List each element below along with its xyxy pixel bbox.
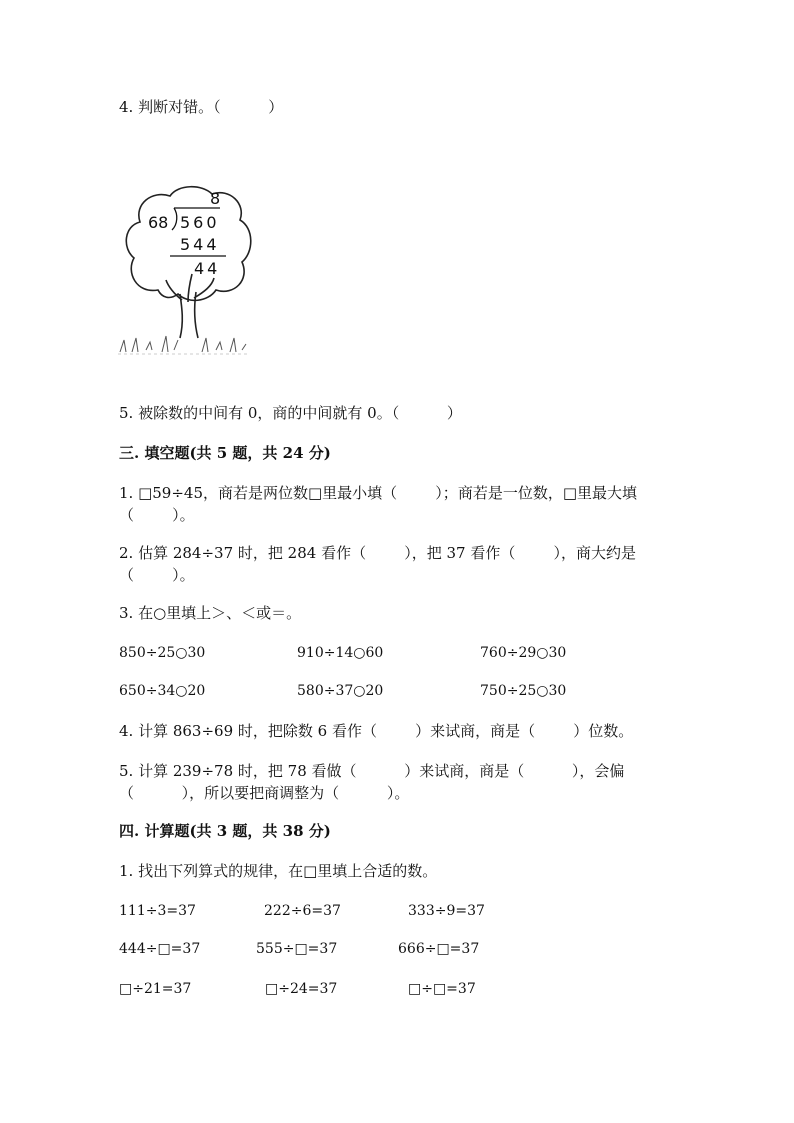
equation: □÷24=37 xyxy=(265,981,338,997)
fill-q1-line1: 1. □59÷45，商若是两位数□里最小填（ ）；商若是一位数，□里最大填 xyxy=(119,484,637,502)
question-4-judge: 4. 判断对错。（ ） xyxy=(119,98,284,116)
section-3-title: 三. 填空题(共 5 题，共 24 分) xyxy=(119,444,331,462)
calc-row1 xyxy=(119,900,679,922)
equation: □÷□=37 xyxy=(408,981,476,997)
division-quotient: 8 xyxy=(210,189,221,208)
compare-item: 850÷25○30 xyxy=(119,645,206,661)
equation: 555÷□=37 xyxy=(256,941,338,957)
calc-row2 xyxy=(119,938,679,960)
fill-q4: 4. 计算 863÷69 时，把除数 6 看作（ ）来试商，商是（ ）位数。 xyxy=(119,722,634,740)
equation: 222÷6=37 xyxy=(264,903,341,919)
compare-item: 910÷14○60 xyxy=(297,645,384,661)
equation: 666÷□=37 xyxy=(398,941,480,957)
grass xyxy=(120,336,246,352)
tree-trunk xyxy=(166,274,214,338)
compare-item: 750÷25○30 xyxy=(480,683,567,699)
fill-q5-line1: 5. 计算 239÷78 时，把 78 看做（ ）来试商，商是（ ），会偏 xyxy=(119,762,625,780)
division-product: 544 xyxy=(180,235,220,254)
compare-item: 580÷37○20 xyxy=(297,683,384,699)
division-bracket-side xyxy=(172,208,177,230)
calc-q1: 1. 找出下列算式的规律，在□里填上合适的数。 xyxy=(119,862,438,880)
compare-item: 650÷34○20 xyxy=(119,683,206,699)
fill-q3-row1 xyxy=(119,642,679,664)
division-divisor: 68 xyxy=(148,213,169,232)
fill-q3-row2 xyxy=(119,680,679,702)
division-dividend: 560 xyxy=(180,213,220,232)
section-4-title: 四. 计算题(共 3 题，共 38 分) xyxy=(119,822,331,840)
question-5-judge: 5. 被除数的中间有 0，商的中间就有 0。（ ） xyxy=(119,404,462,422)
fill-q1-line2: （ ）。 xyxy=(119,506,195,524)
equation: □÷21=37 xyxy=(119,981,192,997)
equation: 333÷9=37 xyxy=(408,903,485,919)
division-remainder: 44 xyxy=(194,259,221,278)
equation: 111÷3=37 xyxy=(119,903,196,919)
fill-q2-line2: （ ）。 xyxy=(119,566,195,584)
equation: 444÷□=37 xyxy=(119,941,201,957)
compare-item: 760÷29○30 xyxy=(480,645,567,661)
fill-q5-line2: （ ），所以要把商调整为（ ）。 xyxy=(119,784,410,802)
fill-q3: 3. 在○里填上＞、＜或＝。 xyxy=(119,604,302,622)
fill-q2-line1: 2. 估算 284÷37 时，把 284 看作（ ），把 37 看作（ ），商大约是 xyxy=(119,544,636,562)
calc-row3 xyxy=(119,978,679,1000)
tree-division-figure xyxy=(118,182,258,362)
